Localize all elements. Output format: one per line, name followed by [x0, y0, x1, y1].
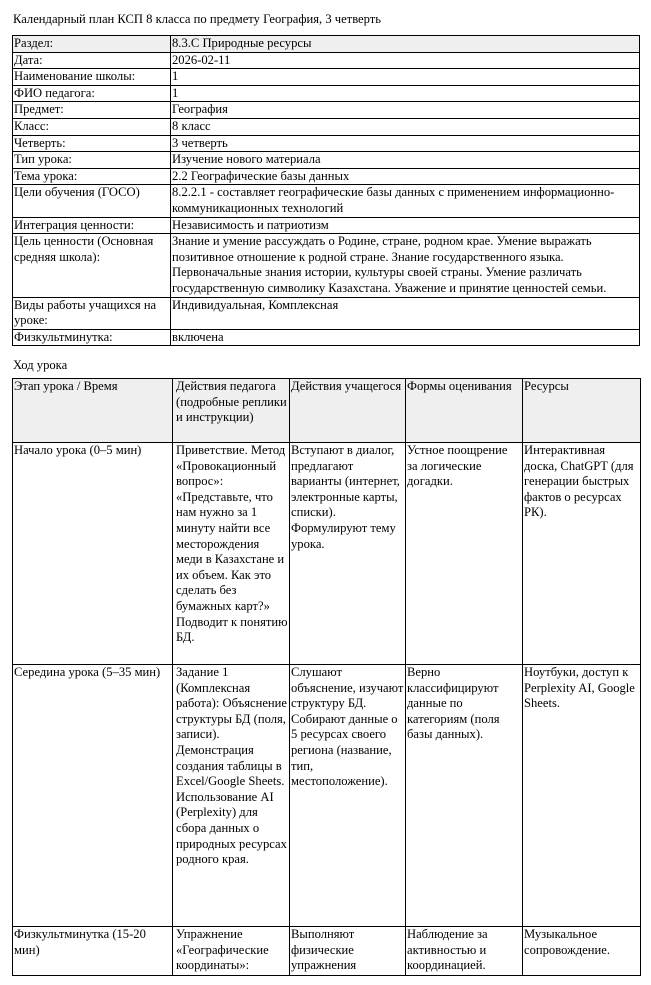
- info-row: [13, 217, 640, 234]
- info-row: [13, 135, 640, 152]
- info-row: [13, 152, 640, 169]
- header-stage: Этап урока / Время: [13, 379, 173, 443]
- lesson-flow-row: [13, 443, 641, 665]
- info-row: [13, 234, 640, 297]
- info-row: [13, 185, 640, 217]
- lesson-flow-table: [12, 378, 641, 976]
- info-row: [13, 52, 640, 69]
- teacher-actions-cell: Приветствие. Метод «Провокационный вопрос»: «Представьте, что нам нужно за 1 минуту найти все месторождения меди в Казахстане и их объем. Как это сделать без бумажных карт?» Подводит к понятию БД.: [173, 443, 290, 665]
- stage-cell: Физкультминутка (15-20 мин): [13, 927, 173, 976]
- header-student-actions: Действия учащегося: [290, 379, 406, 443]
- teacher-actions-cell: Упражнение «Географические координаты»:: [173, 927, 290, 976]
- info-row: [13, 85, 640, 102]
- student-actions-cell: Слушают объяснение, изучают структуру БД. Собирают данные о 5 ресурсах своего региона (название, тип, местоположение).: [290, 665, 406, 927]
- info-label: ФИО педагога:: [13, 85, 171, 102]
- lesson-flow-header-row: [13, 379, 641, 443]
- info-value: Изучение нового материала: [171, 152, 640, 169]
- info-row: [13, 297, 640, 329]
- info-label: Виды работы учащихся на уроке:: [13, 297, 171, 329]
- info-value: 2026-02-11: [171, 52, 640, 69]
- info-value: География: [171, 102, 640, 119]
- info-label: Класс:: [13, 118, 171, 135]
- info-label: Тема урока:: [13, 168, 171, 185]
- info-label: Физкультминутка:: [13, 329, 171, 346]
- lesson-flow-label: Ход урока: [13, 358, 68, 372]
- assessment-cell: Верно классифицируют данные по категориям (поля базы данных).: [406, 665, 523, 927]
- info-label: Интеграция ценности:: [13, 217, 171, 234]
- resources-cell: Интерактивная доска, ChatGPT (для генерации быстрых фактов о ресурсах РК).: [523, 443, 641, 665]
- assessment-cell: Наблюдение за активностью и координацией.: [406, 927, 523, 976]
- stage-cell: Начало урока (0–5 мин): [13, 443, 173, 665]
- student-actions-cell: Вступают в диалог, предлагают варианты (интернет, электронные карты, списки). Формулируют тему урока.: [290, 443, 406, 665]
- info-label: Цель ценности (Основная средняя школа):: [13, 234, 171, 297]
- info-value: 8.3.C Природные ресурсы: [171, 36, 640, 53]
- document-title: Календарный план КСП 8 класса по предмету География, 3 четверть: [13, 12, 382, 26]
- assessment-cell: Устное поощрение за логические догадки.: [406, 443, 523, 665]
- info-value: 3 четверть: [171, 135, 640, 152]
- info-label: Предмет:: [13, 102, 171, 119]
- info-label: Дата:: [13, 52, 171, 69]
- header-resources: Ресурсы: [523, 379, 641, 443]
- stage-cell: Середина урока (5–35 мин): [13, 665, 173, 927]
- lesson-flow-row: [13, 665, 641, 927]
- info-label: Наименование школы:: [13, 69, 171, 86]
- lesson-info-table: [12, 35, 640, 346]
- info-value: Индивидуальная, Комплексная: [171, 297, 640, 329]
- info-label: Раздел:: [13, 36, 171, 53]
- info-row: [13, 102, 640, 119]
- lesson-flow-row: [13, 927, 641, 976]
- info-label: Четверть:: [13, 135, 171, 152]
- info-value: 2.2 Географические базы данных: [171, 168, 640, 185]
- info-row: [13, 36, 640, 53]
- info-label: Тип урока:: [13, 152, 171, 169]
- info-row: [13, 329, 640, 346]
- resources-cell: Музыкальное сопровождение.: [523, 927, 641, 976]
- header-assessment: Формы оценивания: [406, 379, 523, 443]
- info-value: 8.2.2.1 - составляет географические базы данных с применением информационно-коммуникационных технологий: [171, 185, 640, 217]
- info-row: [13, 118, 640, 135]
- info-value: 8 класс: [171, 118, 640, 135]
- student-actions-cell: Выполняют физические упражнения: [290, 927, 406, 976]
- info-label: Цели обучения (ГОСО): [13, 185, 171, 217]
- info-value: включена: [171, 329, 640, 346]
- info-value: Знание и умение рассуждать о Родине, стране, родном крае. Умение выражать позитивное отношение к родной стране. Знание государственного языка. Первоначальные знания истории, культуры своей страны. Умение различать государственную символику Казахстана. Уважение и принятие ценностей семьи.: [171, 234, 640, 297]
- teacher-actions-cell: Задание 1 (Комплексная работа): Объяснение структуры БД (поля, записи). Демонстрация создания таблицы в Excel/Google Sheets. Использование AI (Perplexity) для сбора данных о природных ресурсах родного края.: [173, 665, 290, 927]
- info-value: 1: [171, 85, 640, 102]
- header-teacher-actions: Действия педагога (подробные реплики и инструкции): [173, 379, 290, 443]
- info-value: 1: [171, 69, 640, 86]
- info-value: Независимость и патриотизм: [171, 217, 640, 234]
- info-row: [13, 69, 640, 86]
- resources-cell: Ноутбуки, доступ к Perplexity AI, Google Sheets.: [523, 665, 641, 927]
- info-row: [13, 168, 640, 185]
